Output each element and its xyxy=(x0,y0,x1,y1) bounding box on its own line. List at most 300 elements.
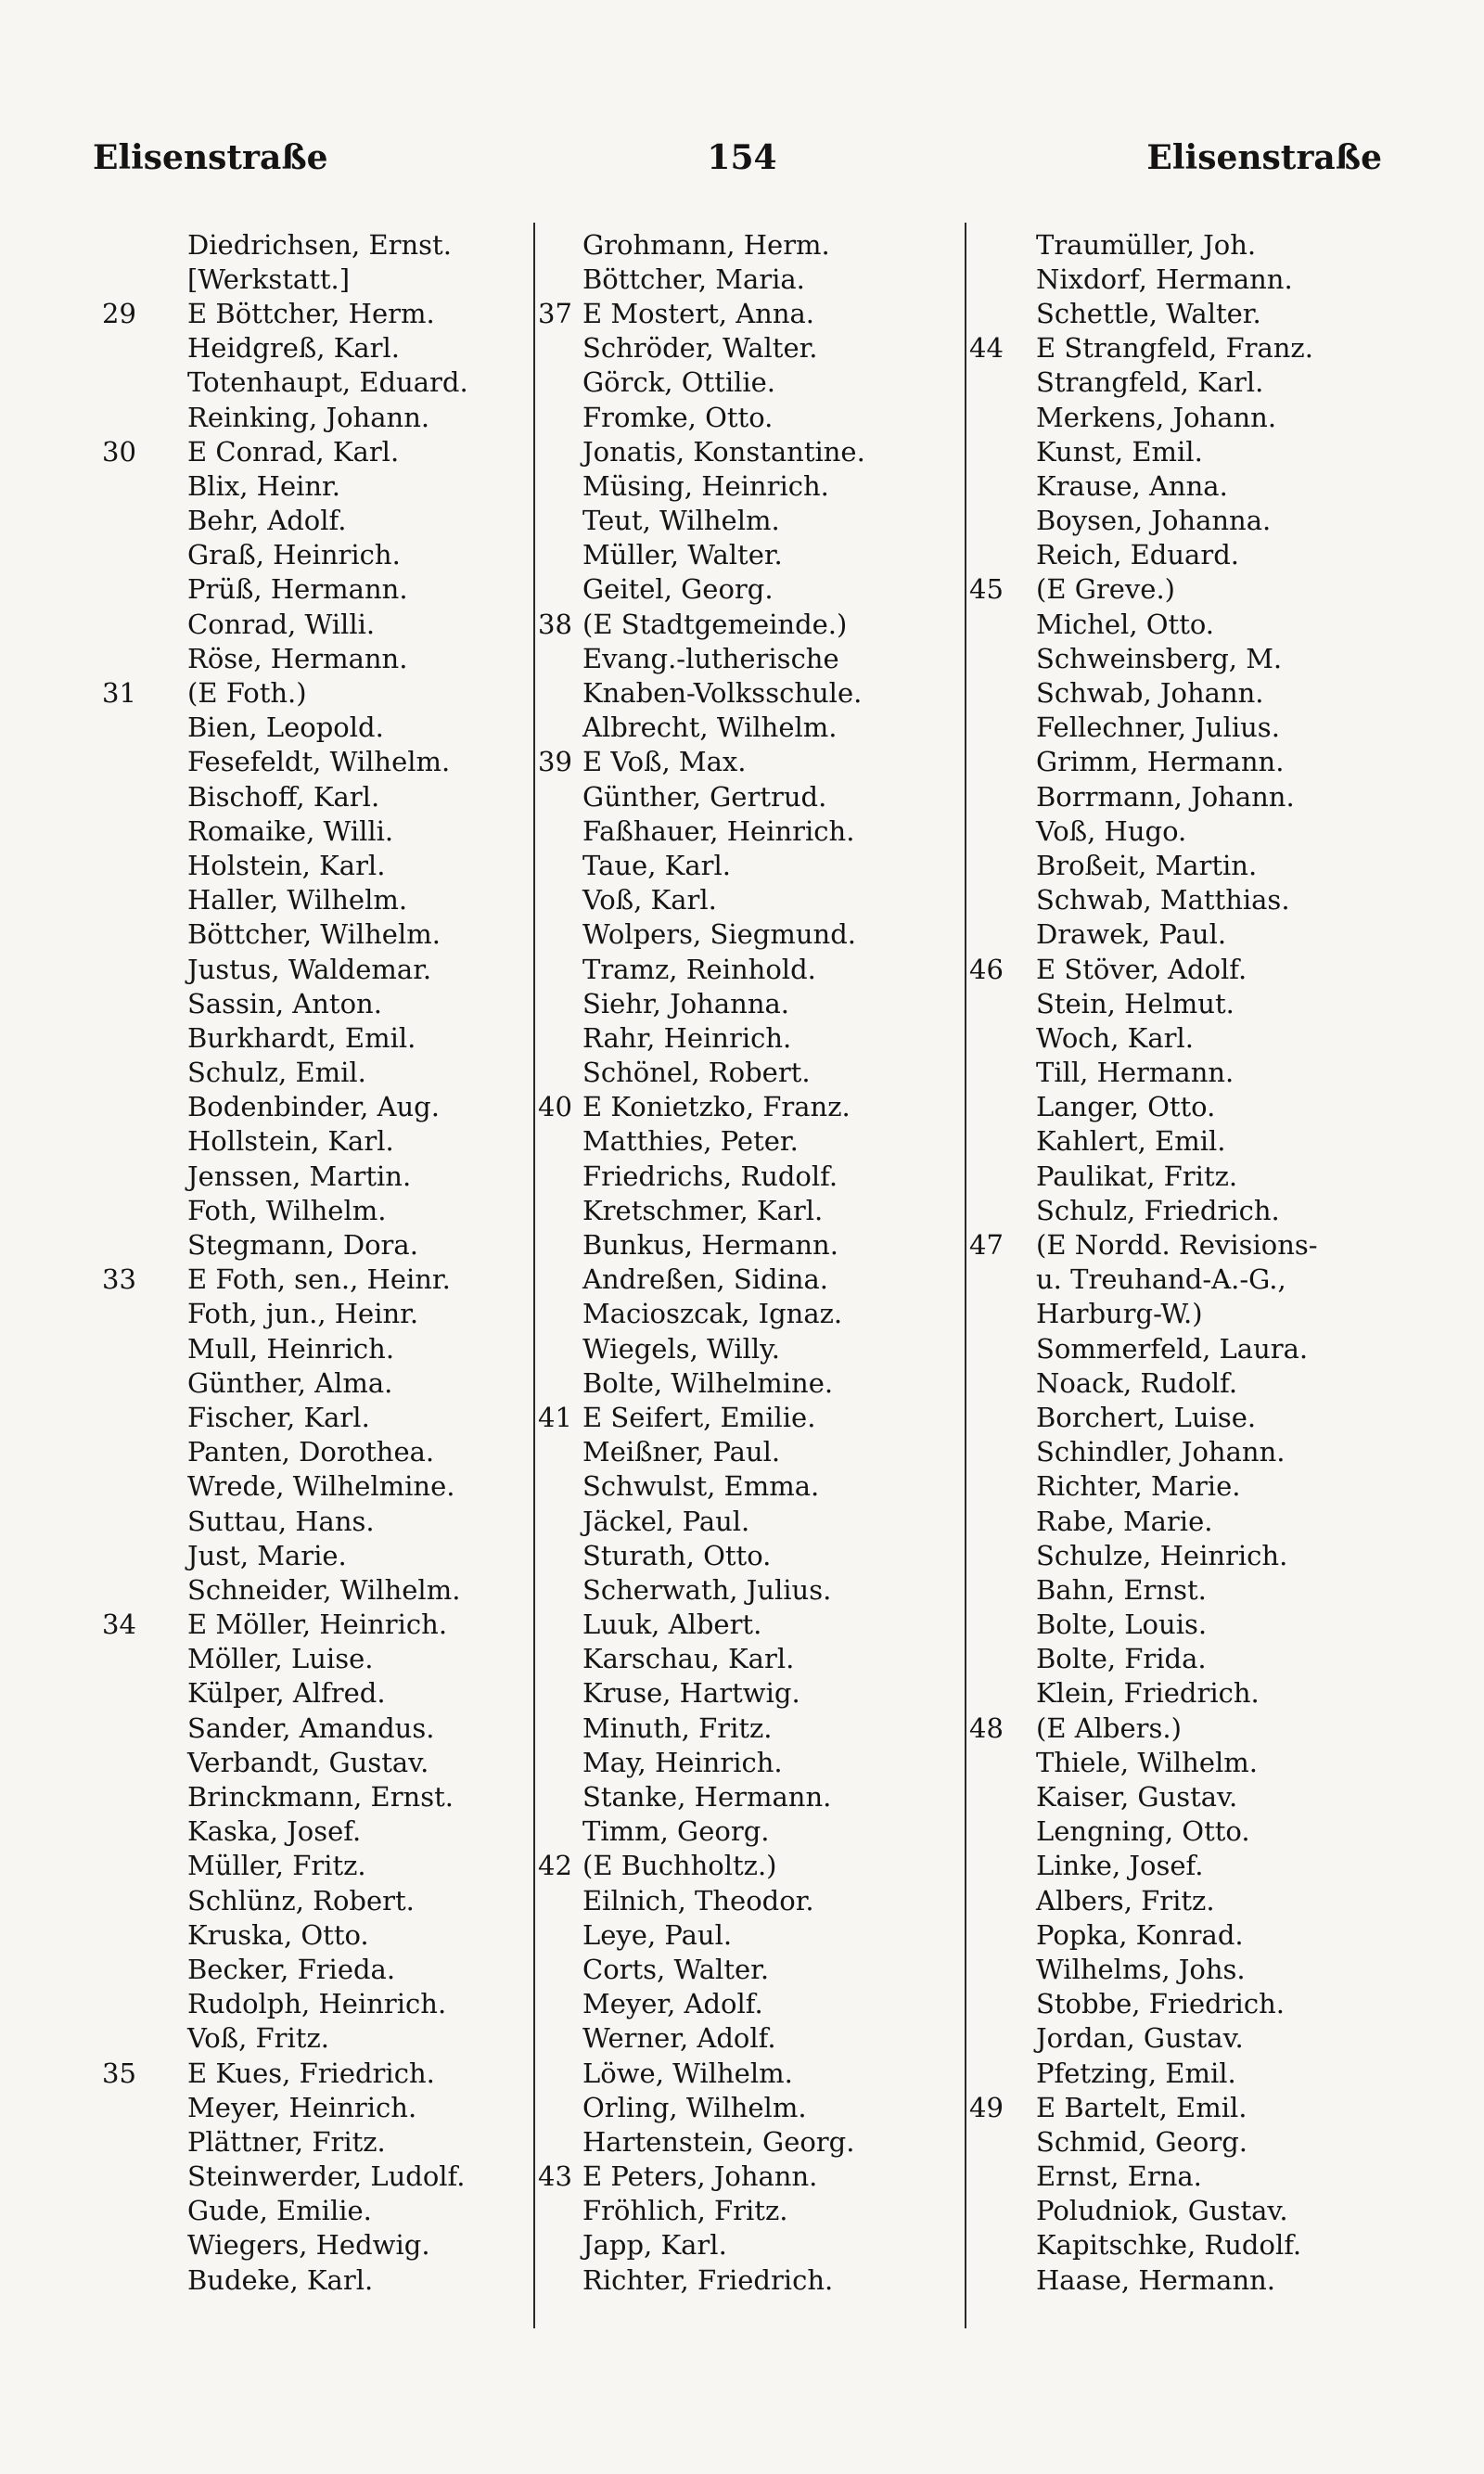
directory-entry xyxy=(102,745,468,779)
resident-name: (E Foth.) xyxy=(187,677,307,710)
directory-entry xyxy=(102,917,468,952)
directory-entry xyxy=(538,227,865,262)
resident-name: E Seifert, Emilie. xyxy=(582,1401,816,1433)
resident-name: Meißner, Paul. xyxy=(582,1436,781,1468)
directory-entry xyxy=(538,1020,865,1055)
resident-name: Rabe, Marie. xyxy=(1036,1505,1213,1537)
resident-name: Bolte, Louis. xyxy=(1036,1609,1208,1641)
resident-name: Meyer, Heinrich. xyxy=(187,2091,417,2123)
resident-name: E Möller, Heinrich. xyxy=(187,1609,448,1641)
directory-entry xyxy=(102,2090,468,2124)
directory-entry xyxy=(538,1538,865,1572)
resident-name: E Peters, Johann. xyxy=(582,2160,818,2193)
resident-name: Löwe, Wilhelm. xyxy=(582,2057,793,2089)
directory-entry xyxy=(538,572,865,607)
resident-name: Reinking, Johann. xyxy=(187,401,430,433)
resident-name: Schwulst, Emma. xyxy=(582,1470,820,1503)
directory-entry xyxy=(969,2090,1318,2124)
directory-entry xyxy=(538,2124,865,2159)
directory-entry xyxy=(538,1745,865,1779)
resident-name: (E Greve.) xyxy=(1036,573,1175,606)
resident-name: Blix, Heinr. xyxy=(187,469,340,502)
directory-entry xyxy=(969,1263,1318,1297)
directory-entry xyxy=(102,883,468,917)
directory-entry xyxy=(538,296,865,330)
directory-entry xyxy=(538,1469,865,1504)
resident-name: Suttau, Hans. xyxy=(187,1505,375,1537)
directory-entry xyxy=(538,504,865,538)
directory-entry xyxy=(538,1987,865,2021)
directory-entry xyxy=(538,779,865,814)
resident-name: Jonatis, Konstantine. xyxy=(582,435,865,468)
resident-name: Conrad, Willi. xyxy=(187,608,376,640)
directory-entry xyxy=(969,952,1318,986)
column-1 xyxy=(102,227,468,2297)
resident-name: E Mostert, Anna. xyxy=(582,297,814,329)
directory-entry xyxy=(102,1227,468,1262)
directory-entry xyxy=(538,538,865,572)
resident-name: Strangfeld, Karl. xyxy=(1036,366,1264,399)
resident-name: Stegmann, Dora. xyxy=(187,1229,418,1262)
house-number: 41 xyxy=(538,1401,572,1433)
directory-entry xyxy=(102,1538,468,1572)
directory-entry xyxy=(969,1745,1318,1779)
directory-entry xyxy=(102,434,468,468)
resident-name: Broßeit, Martin. xyxy=(1036,849,1258,881)
resident-name: Bahn, Ernst. xyxy=(1036,1573,1207,1606)
directory-entry xyxy=(969,1572,1318,1607)
resident-name: Thiele, Wilhelm. xyxy=(1036,1746,1259,1778)
directory-entry xyxy=(969,1469,1318,1504)
resident-name: Matthies, Peter. xyxy=(582,1125,799,1158)
resident-name: Burkhardt, Emil. xyxy=(187,1021,416,1054)
resident-name: Schröder, Walter. xyxy=(582,332,818,365)
resident-name: Ernst, Erna. xyxy=(1036,2160,1202,2193)
directory-entry xyxy=(538,675,865,710)
resident-name: Jenssen, Martin. xyxy=(187,1160,412,1192)
resident-name: Borchert, Luise. xyxy=(1036,1401,1257,1433)
directory-entry xyxy=(538,468,865,503)
directory-entry xyxy=(538,1917,865,1952)
directory-entry xyxy=(538,1400,865,1434)
directory-entry xyxy=(969,1193,1318,1227)
directory-entry xyxy=(538,2194,865,2228)
directory-entry xyxy=(969,1917,1318,1952)
resident-name: Fischer, Karl. xyxy=(187,1401,370,1433)
directory-entry xyxy=(969,1020,1318,1055)
directory-entry xyxy=(102,1400,468,1434)
resident-name: Kaiser, Gustav. xyxy=(1036,1781,1238,1814)
resident-name: Grimm, Hermann. xyxy=(1036,746,1285,778)
directory-entry xyxy=(969,1779,1318,1814)
resident-name: Voß, Fritz. xyxy=(187,2022,329,2055)
resident-name: Bischoff, Karl. xyxy=(187,780,380,813)
directory-entry xyxy=(102,1297,468,1331)
house-number: 31 xyxy=(102,677,136,710)
directory-entry xyxy=(102,1090,468,1124)
directory-entry xyxy=(102,538,468,572)
directory-entry xyxy=(538,745,865,779)
resident-name: Sommerfeld, Laura. xyxy=(1036,1332,1309,1365)
directory-entry xyxy=(102,607,468,641)
resident-name: Verbandt, Gustav. xyxy=(187,1746,429,1778)
directory-entry xyxy=(969,504,1318,538)
resident-name: Budeke, Karl. xyxy=(187,2263,374,2296)
resident-name: Romaike, Willi. xyxy=(187,814,394,847)
directory-entry xyxy=(102,1124,468,1159)
resident-name: Leye, Paul. xyxy=(582,1918,733,1951)
directory-entry xyxy=(102,1056,468,1090)
resident-name: (E Stadtgemeinde.) xyxy=(582,608,848,640)
directory-entry xyxy=(538,1952,865,1986)
directory-entry xyxy=(538,2021,865,2056)
directory-entry xyxy=(969,1849,1318,1883)
resident-name: Japp, Karl. xyxy=(582,2229,727,2262)
column-2 xyxy=(538,227,865,2297)
resident-name: Popka, Konrad. xyxy=(1036,1918,1244,1951)
directory-entry xyxy=(969,1504,1318,1538)
resident-name: Richter, Marie. xyxy=(1036,1470,1241,1503)
resident-name: E Stöver, Adolf. xyxy=(1036,953,1247,985)
resident-name: Bolte, Wilhelmine. xyxy=(582,1366,834,1399)
resident-name: Külper, Alfred. xyxy=(187,1677,386,1710)
resident-name: Noack, Rudolf. xyxy=(1036,1366,1238,1399)
resident-name: Nixdorf, Hermann. xyxy=(1036,263,1293,295)
directory-entry xyxy=(969,365,1318,400)
resident-name: Holstein, Karl. xyxy=(187,849,386,881)
resident-name: Rahr, Heinrich. xyxy=(582,1021,792,1054)
resident-name: Grohmann, Herm. xyxy=(582,228,830,261)
resident-name: Jäckel, Paul. xyxy=(582,1505,750,1537)
resident-name: Siehr, Johanna. xyxy=(582,987,790,1019)
resident-name: Sturath, Otto. xyxy=(582,1539,772,1571)
directory-entry xyxy=(969,1987,1318,2021)
directory-entry xyxy=(102,572,468,607)
house-number: 30 xyxy=(102,435,136,468)
resident-name: Knaben-Volksschule. xyxy=(582,677,863,710)
directory-entry xyxy=(102,1159,468,1193)
directory-entry xyxy=(102,1952,468,1986)
resident-name: Pfetzing, Emil. xyxy=(1036,2057,1236,2089)
resident-name: Wilhelms, Johs. xyxy=(1036,1953,1246,1985)
resident-name: Sassin, Anton. xyxy=(187,987,382,1019)
directory-entry xyxy=(969,883,1318,917)
directory-entry xyxy=(969,1159,1318,1193)
column-rule xyxy=(533,223,535,2328)
directory-entry xyxy=(969,2194,1318,2228)
directory-entry xyxy=(538,1193,865,1227)
resident-name: Wiegers, Hedwig. xyxy=(187,2229,430,2262)
resident-name: Böttcher, Maria. xyxy=(582,263,805,295)
column-rule xyxy=(965,223,966,2328)
directory-entry xyxy=(969,1883,1318,1917)
resident-name: Wiegels, Willy. xyxy=(582,1332,780,1365)
resident-name: Müsing, Heinrich. xyxy=(582,469,829,502)
resident-name: Reich, Eduard. xyxy=(1036,539,1239,571)
directory-entry xyxy=(102,227,468,262)
resident-name: E Foth, sen., Heinr. xyxy=(187,1263,451,1296)
resident-name: Brinckmann, Ernst. xyxy=(187,1781,454,1814)
directory-entry xyxy=(102,2124,468,2159)
house-number: 38 xyxy=(538,608,572,640)
resident-name: Voß, Karl. xyxy=(582,884,717,917)
resident-name: Prüß, Hermann. xyxy=(187,573,408,606)
resident-name: Günther, Gertrud. xyxy=(582,780,827,813)
directory-entry xyxy=(538,1849,865,1883)
resident-name: Traumüller, Joh. xyxy=(1036,228,1257,261)
resident-name: Richter, Friedrich. xyxy=(582,2263,834,2296)
resident-name: Voß, Hugo. xyxy=(1036,814,1187,847)
directory-entry xyxy=(969,1090,1318,1124)
directory-entry xyxy=(538,2228,865,2262)
resident-name: Schindler, Johann. xyxy=(1036,1436,1286,1468)
directory-entry xyxy=(538,2160,865,2194)
directory-entry xyxy=(538,917,865,952)
resident-name: Böttcher, Wilhelm. xyxy=(187,918,441,951)
directory-entry xyxy=(538,1711,865,1745)
resident-name: Klein, Friedrich. xyxy=(1036,1677,1260,1710)
directory-entry xyxy=(102,296,468,330)
directory-entry xyxy=(102,2262,468,2297)
resident-name: Wrede, Wilhelmine. xyxy=(187,1470,455,1503)
directory-entry xyxy=(538,1608,865,1642)
directory-entry xyxy=(102,1745,468,1779)
resident-name: Heidgreß, Karl. xyxy=(187,332,400,365)
resident-name: Borrmann, Johann. xyxy=(1036,780,1295,813)
directory-entry xyxy=(538,365,865,400)
resident-name: E Böttcher, Herm. xyxy=(187,297,435,329)
column-3 xyxy=(969,227,1318,2297)
resident-name: [Werkstatt.] xyxy=(187,263,351,295)
resident-name: Eilnich, Theodor. xyxy=(582,1884,814,1916)
house-number: 39 xyxy=(538,746,572,778)
resident-name: Görck, Ottilie. xyxy=(582,366,776,399)
resident-name: Steinwerder, Ludolf. xyxy=(187,2160,466,2193)
directory-entry xyxy=(538,1297,865,1331)
resident-name: Just, Marie. xyxy=(187,1539,347,1571)
running-header-right: Elisenstraße xyxy=(1146,138,1382,177)
directory-entry xyxy=(969,711,1318,745)
house-number: 49 xyxy=(969,2091,1004,2123)
resident-name: Boysen, Johanna. xyxy=(1036,505,1272,537)
resident-name: Wolpers, Siegmund. xyxy=(582,918,856,951)
house-number: 44 xyxy=(969,332,1004,365)
resident-name: Fröhlich, Fritz. xyxy=(582,2195,788,2227)
directory-entry xyxy=(538,1435,865,1469)
directory-entry xyxy=(538,1227,865,1262)
resident-name: Günther, Alma. xyxy=(187,1366,393,1399)
resident-name: Foth, jun., Heinr. xyxy=(187,1298,419,1330)
house-number: 40 xyxy=(538,1091,572,1123)
house-number: 33 xyxy=(102,1263,136,1296)
resident-name: Bodenbinder, Aug. xyxy=(187,1091,440,1123)
directory-entry xyxy=(969,2124,1318,2159)
directory-entry xyxy=(538,1331,865,1365)
directory-entry xyxy=(969,1297,1318,1331)
directory-entry xyxy=(538,1814,865,1849)
resident-name: Foth, Wilhelm. xyxy=(187,1194,387,1226)
resident-name: Poludniok, Gustav. xyxy=(1036,2195,1288,2227)
directory-entry xyxy=(102,848,468,882)
resident-name: Kruse, Hartwig. xyxy=(582,1677,800,1710)
directory-entry xyxy=(538,400,865,434)
resident-name: Faßhauer, Heinrich. xyxy=(582,814,855,847)
resident-name: Taue, Karl. xyxy=(582,849,731,881)
resident-name: E Bartelt, Emil. xyxy=(1036,2091,1247,2123)
house-number: 43 xyxy=(538,2160,572,2193)
directory-entry xyxy=(969,607,1318,641)
resident-name: Andreßen, Sidina. xyxy=(582,1263,829,1296)
directory-entry xyxy=(102,1676,468,1711)
directory-entry xyxy=(538,1779,865,1814)
running-header-left: Elisenstraße xyxy=(93,138,328,177)
resident-name: Panten, Dorothea. xyxy=(187,1436,435,1468)
resident-name: Rudolph, Heinrich. xyxy=(187,1988,447,2020)
directory-entry xyxy=(102,1883,468,1917)
resident-name: Schönel, Robert. xyxy=(582,1057,811,1089)
directory-entry xyxy=(538,1365,865,1400)
house-number: 48 xyxy=(969,1711,1004,1744)
directory-entry xyxy=(102,2228,468,2262)
house-number: 42 xyxy=(538,1850,572,1882)
directory-entry xyxy=(969,400,1318,434)
directory-entry xyxy=(102,1917,468,1952)
resident-name: Graß, Heinrich. xyxy=(187,539,401,571)
directory-entry xyxy=(538,331,865,365)
directory-entry xyxy=(969,745,1318,779)
resident-name: Werner, Adolf. xyxy=(582,2022,776,2055)
directory-entry xyxy=(102,641,468,675)
directory-entry xyxy=(102,2160,468,2194)
house-number: 29 xyxy=(102,297,136,329)
directory-entry xyxy=(538,607,865,641)
resident-name: Schulz, Emil. xyxy=(187,1057,366,1089)
resident-name: Röse, Hermann. xyxy=(187,642,408,674)
directory-entry xyxy=(538,711,865,745)
resident-name: Kunst, Emil. xyxy=(1036,435,1203,468)
resident-name: Lengning, Otto. xyxy=(1036,1815,1250,1848)
directory-entry xyxy=(969,468,1318,503)
resident-name: Kretschmer, Karl. xyxy=(582,1194,824,1226)
resident-name: E Strangfeld, Franz. xyxy=(1036,332,1313,365)
house-number: 35 xyxy=(102,2057,136,2089)
directory-entry xyxy=(538,2056,865,2090)
resident-name: Haller, Wilhelm. xyxy=(187,884,408,917)
directory-entry xyxy=(538,1572,865,1607)
resident-name: Woch, Karl. xyxy=(1036,1021,1194,1054)
house-number: 37 xyxy=(538,297,572,329)
resident-name: Schulze, Heinrich. xyxy=(1036,1539,1288,1571)
directory-entry xyxy=(969,572,1318,607)
resident-name: E Conrad, Karl. xyxy=(187,435,400,468)
directory-entry xyxy=(538,848,865,882)
resident-name: Möller, Luise. xyxy=(187,1643,374,1675)
resident-name: Plättner, Fritz. xyxy=(187,2125,386,2158)
directory-entry xyxy=(102,1987,468,2021)
resident-name: Schmid, Georg. xyxy=(1036,2125,1247,2158)
resident-name: Stanke, Hermann. xyxy=(582,1781,832,1814)
resident-name: Meyer, Adolf. xyxy=(582,1988,763,2020)
resident-name: Hollstein, Karl. xyxy=(187,1125,394,1158)
directory-entry xyxy=(538,1090,865,1124)
resident-name: Jordan, Gustav. xyxy=(1036,2022,1244,2055)
directory-entry xyxy=(969,1124,1318,1159)
directory-entry xyxy=(102,1469,468,1504)
directory-entry xyxy=(969,814,1318,848)
directory-entry xyxy=(969,1676,1318,1711)
resident-name: Müller, Walter. xyxy=(582,539,783,571)
directory-entry xyxy=(538,1056,865,1090)
resident-name: Paulikat, Fritz. xyxy=(1036,1160,1238,1192)
resident-name: (E Albers.) xyxy=(1036,1711,1182,1744)
directory-entry xyxy=(969,2262,1318,2297)
directory-entry xyxy=(969,2021,1318,2056)
directory-entry xyxy=(969,538,1318,572)
directory-entry xyxy=(102,1504,468,1538)
resident-name: Kahlert, Emil. xyxy=(1036,1125,1226,1158)
directory-entry xyxy=(102,986,468,1020)
resident-name: Schweinsberg, M. xyxy=(1036,642,1283,674)
directory-entry xyxy=(102,400,468,434)
directory-entry xyxy=(538,1263,865,1297)
directory-entry xyxy=(969,1331,1318,1365)
resident-name: Scherwath, Julius. xyxy=(582,1573,832,1606)
resident-name: E Kues, Friedrich. xyxy=(187,2057,435,2089)
resident-name: Becker, Frieda. xyxy=(187,1953,396,1985)
directory-entry xyxy=(969,1608,1318,1642)
resident-name: Kapitschke, Rudolf. xyxy=(1036,2229,1302,2262)
directory-entry xyxy=(102,711,468,745)
directory-entry xyxy=(102,1642,468,1676)
resident-name: Stein, Helmut. xyxy=(1036,987,1235,1019)
directory-entry xyxy=(969,331,1318,365)
directory-entry xyxy=(969,1227,1318,1262)
directory-entry xyxy=(538,814,865,848)
directory-entry xyxy=(538,641,865,675)
resident-name: Merkens, Johann. xyxy=(1036,401,1277,433)
directory-entry xyxy=(538,986,865,1020)
directory-entry xyxy=(538,262,865,296)
resident-name: May, Heinrich. xyxy=(582,1746,783,1778)
resident-name: u. Treuhand-A.-G., xyxy=(1036,1263,1286,1296)
directory-entry xyxy=(969,1952,1318,1986)
house-number: 34 xyxy=(102,1609,136,1641)
resident-name: Behr, Adolf. xyxy=(187,505,347,537)
resident-name: Harburg-W.) xyxy=(1036,1298,1203,1330)
directory-entry xyxy=(969,434,1318,468)
house-number: 45 xyxy=(969,573,1004,606)
resident-name: Bolte, Frida. xyxy=(1036,1643,1207,1675)
resident-name: Gude, Emilie. xyxy=(187,2195,372,2227)
resident-name: Friedrichs, Rudolf. xyxy=(582,1160,838,1192)
directory-entry xyxy=(102,2021,468,2056)
resident-name: Evang.-lutherische xyxy=(582,642,839,674)
house-number: 47 xyxy=(969,1229,1004,1262)
directory-entry xyxy=(102,1814,468,1849)
directory-entry xyxy=(102,1572,468,1607)
resident-name: Teut, Wilhelm. xyxy=(582,505,780,537)
directory-entry xyxy=(102,1365,468,1400)
resident-name: Müller, Fritz. xyxy=(187,1850,366,1882)
directory-entry xyxy=(538,1159,865,1193)
resident-name: Albers, Fritz. xyxy=(1036,1884,1215,1916)
directory-entry xyxy=(538,1642,865,1676)
directory-entry xyxy=(102,2056,468,2090)
directory-entry xyxy=(102,1849,468,1883)
resident-name: Drawek, Paul. xyxy=(1036,918,1227,951)
directory-entry xyxy=(969,1400,1318,1434)
resident-name: Langer, Otto. xyxy=(1036,1091,1216,1123)
